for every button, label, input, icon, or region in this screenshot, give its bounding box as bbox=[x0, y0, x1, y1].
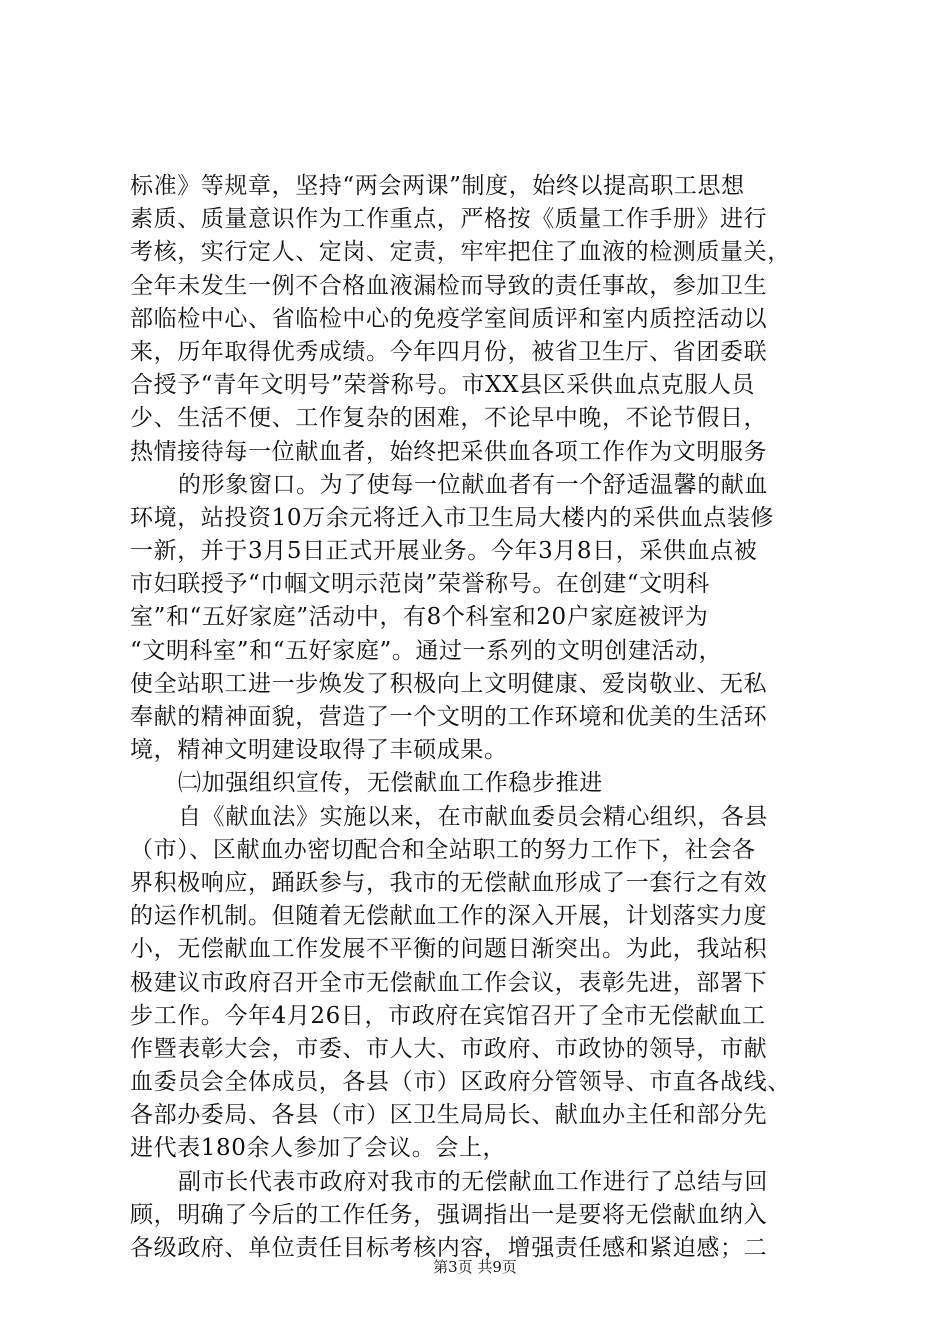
text-line: 全年未发生一例不合格血液漏检而导致的责任事故，参加卫生 bbox=[130, 272, 768, 299]
text-line: 进代表180余人参加了会议。会上， bbox=[130, 1135, 507, 1162]
text-line: 素质、质量意识作为工作重点，严格按《质量工作手册》进行 bbox=[130, 206, 768, 233]
text-line: 自《献血法》实施以来，在市献血委员会精心组织，各县 bbox=[178, 803, 768, 830]
text-line: 极建议市政府召开全市无偿献血工作会议，表彰先进，部署下 bbox=[130, 969, 768, 996]
text-line: 的形象窗口。为了使每一位献血者有一个舒适温馨的献血 bbox=[178, 471, 768, 498]
text-line: 境，精神文明建设取得了丰硕成果。 bbox=[130, 737, 508, 764]
text-line: 的运作机制。但随着无偿献血工作的深入开展，计划落实力度 bbox=[130, 903, 768, 930]
text-line: 步工作。今年4月26日，市政府在宾馆召开了全市无偿献血工 bbox=[130, 1002, 766, 1029]
text-line: （市）、区献血办密切配合和全站职工的努力工作下，社会各 bbox=[130, 836, 756, 863]
text-line: 热情接待每一位献血者，始终把采供血各项工作作为文明服务 bbox=[130, 438, 768, 465]
text-line: 顾，明确了今后的工作任务，强调指出一是要将无偿献血纳入 bbox=[130, 1201, 768, 1228]
text-line: 作暨表彰大会，市委、市人大、市政府、市政协的领导，市献 bbox=[130, 1035, 768, 1062]
text-line: “文明科室”和“五好家庭”。通过一系列的文明创建活动， bbox=[130, 637, 723, 664]
text-line: 界积极响应，踊跃参与，我市的无偿献血形成了一套行之有效 bbox=[130, 869, 768, 896]
body-text bbox=[130, 170, 840, 1265]
text-line: 市妇联授予“巾帼文明示范岗”荣誉称号。在创建“文明科 bbox=[130, 571, 710, 598]
text-line: 来，历年取得优秀成绩。今年四月份，被省卫生厅、省团委联 bbox=[130, 338, 768, 365]
text-line: 标准》等规章，坚持“两会两课”制度，始终以提高职工思想 bbox=[130, 173, 745, 199]
text-line: 少、生活不便、工作复杂的困难，不论早中晚，不论节假日， bbox=[130, 405, 768, 432]
text-line: 考核，实行定人、定岗、定责，牢牢把住了血液的检测质量关， bbox=[130, 239, 791, 266]
text-line: 使全站职工进一步焕发了积极向上文明健康、爱岗敬业、无私 bbox=[130, 670, 768, 697]
text-line: 各部办委局、各县（市）区卫生局局长、献血办主任和部分先 bbox=[130, 1102, 768, 1129]
text-line: 环境，站投资10万余元将迁入市卫生局大楼内的采供血点装修 bbox=[130, 504, 775, 531]
text-line: 各级政府、单位责任目标考核内容，增强责任感和紧迫感；二 bbox=[130, 1235, 768, 1261]
text-line: 室”和“五好家庭”活动中，有8个科室和20户家庭被评为 bbox=[130, 604, 709, 631]
text-line: 一新，并于3月5日正式开展业务。今年3月8日，采供血点被 bbox=[130, 538, 758, 565]
text-line: 部临检中心、省临检中心的免疫学室间质评和室内质控活动以 bbox=[130, 305, 768, 332]
page-footer: 第3页 共9页 bbox=[433, 1258, 517, 1276]
text-line: 小，无偿献血工作发展不平衡的问题日渐突出。为此，我站积 bbox=[130, 936, 768, 963]
text-line: 合授予“青年文明号”荣誉称号。市XX县区采供血点克服人员 bbox=[130, 372, 756, 399]
text-line: 血委员会全体成员，各县（市）区政府分管领导、市直各战线、 bbox=[130, 1069, 791, 1096]
text-line: 奉献的精神面貌，营造了一个文明的工作环境和优美的生活环 bbox=[130, 704, 768, 730]
text-line: 副市长代表市政府对我市的无偿献血工作进行了总结与回 bbox=[178, 1168, 768, 1195]
text-line: ㈡加强组织宣传，无偿献血工作稳步推进 bbox=[178, 770, 603, 797]
